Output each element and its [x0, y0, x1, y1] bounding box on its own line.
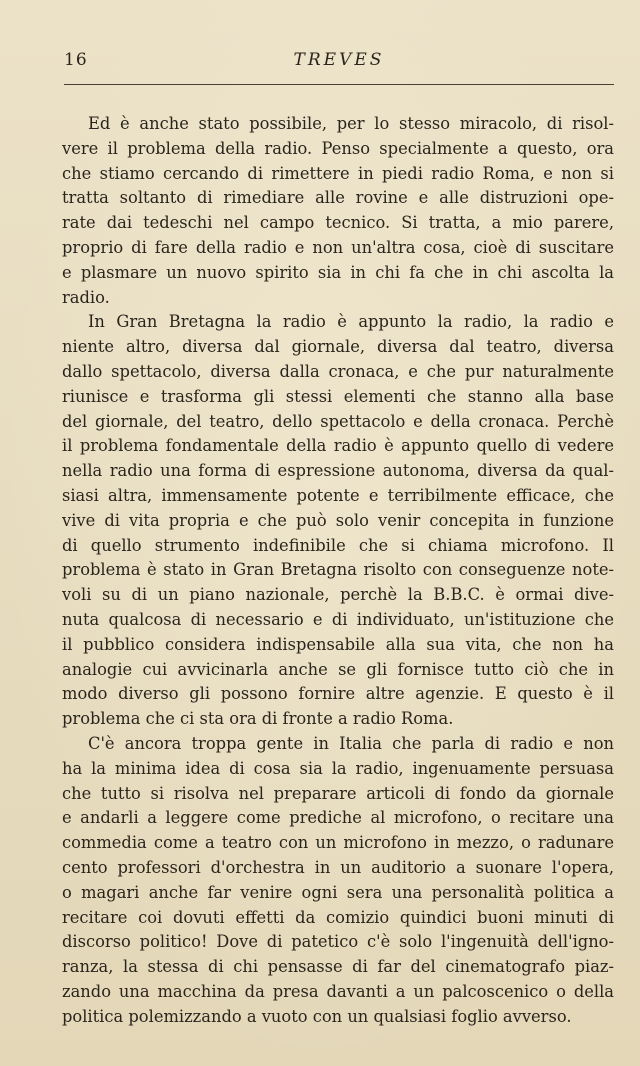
text-line: o magari anche far venire ogni sera una personalità politica a	[62, 882, 614, 902]
text-line: analogie cui avvicinarla anche se gli fornisce tutto ciò che in	[62, 659, 614, 679]
text-line: ha la minima idea di cosa sia la radio, ingenuamente persuasa	[62, 758, 614, 778]
page-number: 16	[64, 50, 88, 70]
text-line: C'è ancora troppa gente in Italia che parla di radio e non	[88, 733, 614, 753]
text-line: rate dai tedeschi nel campo tecnico. Si tratta, a mio parere,	[62, 213, 614, 233]
text-line: discorso politico! Dove di patetico c'è solo l'ingenuità dell'igno-	[62, 932, 614, 952]
text-line: problema che ci sta ora di fronte a radio Roma.	[62, 709, 454, 729]
text-line: niente altro, diversa dal giornale, diversa dal teatro, diversa	[62, 337, 614, 357]
text-line: commedia come a teatro con un microfono in mezzo, o radunare	[62, 833, 614, 853]
paragraph-1	[62, 112, 614, 310]
text-line: che stiamo cercando di rimettere in piedi radio Roma, e non si	[62, 163, 614, 183]
text-line: siasi altra, immensamente potente e terribilmente efficace, che	[62, 485, 614, 505]
text-line: recitare coi dovuti effetti da comizio quindici buoni minuti di	[62, 907, 614, 927]
text-line: e andarli a leggere come prediche al microfono, o recitare una	[62, 808, 614, 828]
text-line: modo diverso gli possono fornire altre agenzie. E questo è il	[62, 684, 614, 704]
text-line: radio.	[62, 287, 110, 307]
text-line: vere il problema della radio. Penso specialmente a questo, ora	[62, 138, 614, 158]
header-rule	[64, 84, 614, 85]
text-line: cento professori d'orchestra in un auditorio a suonare l'opera,	[62, 857, 614, 877]
text-line: dallo spettacolo, diversa dalla cronaca, e che pur naturalmente	[62, 361, 614, 381]
text-line: il problema fondamentale della radio è appunto quello di vedere	[62, 436, 614, 456]
text-line: di quello strumento indefinibile che si chiama microfono. Il	[62, 535, 614, 555]
paragraph-3	[62, 732, 614, 1030]
text-line: del giornale, del teatro, dello spettacolo e della cronaca. Perchè	[62, 411, 614, 431]
text-line: il pubblico considera indispensabile alla sua vita, che non ha	[62, 634, 614, 654]
text-line: nella radio una forma di espressione autonoma, diversa da qual-	[62, 461, 614, 481]
text-line: In Gran Bretagna la radio è appunto la radio, la radio e	[88, 312, 614, 332]
text-line: tratta soltanto di rimediare alle rovine e alle distruzioni ope-	[62, 188, 614, 208]
text-line: problema è stato in Gran Bretagna risolto con conseguenze note-	[62, 560, 614, 580]
text-line: politica polemizzando a vuoto con un qualsiasi foglio avverso.	[62, 1006, 572, 1026]
text-line: proprio di fare della radio e non un'altra cosa, cioè di suscitare	[62, 237, 614, 257]
text-line: Ed è anche stato possibile, per lo stesso miracolo, di risol-	[88, 114, 614, 133]
page-header	[64, 50, 614, 78]
body-text	[62, 112, 614, 1029]
text-line: e plasmare un nuovo spirito sia in chi fa che in chi ascolta la	[62, 262, 614, 282]
text-line: ranza, la stessa di chi pensasse di far del cinematografo piaz-	[62, 957, 614, 977]
paragraph-2	[62, 310, 614, 732]
running-head: TREVES	[293, 50, 385, 70]
text-line: che tutto si risolva nel preparare articoli di fondo da giornale	[62, 783, 614, 803]
text-line: nuta qualcosa di necessario e di individuato, un'istituzione che	[62, 609, 614, 629]
text-line: vive di vita propria e che può solo venir concepita in funzione	[62, 510, 614, 530]
text-line: voli su di un piano nazionale, perchè la B.B.C. è ormai dive-	[62, 585, 614, 605]
text-line: riunisce e trasforma gli stessi elementi che stanno alla base	[62, 386, 614, 406]
text-line: zando una macchina da presa davanti a un palcoscenico o della	[62, 981, 614, 1001]
